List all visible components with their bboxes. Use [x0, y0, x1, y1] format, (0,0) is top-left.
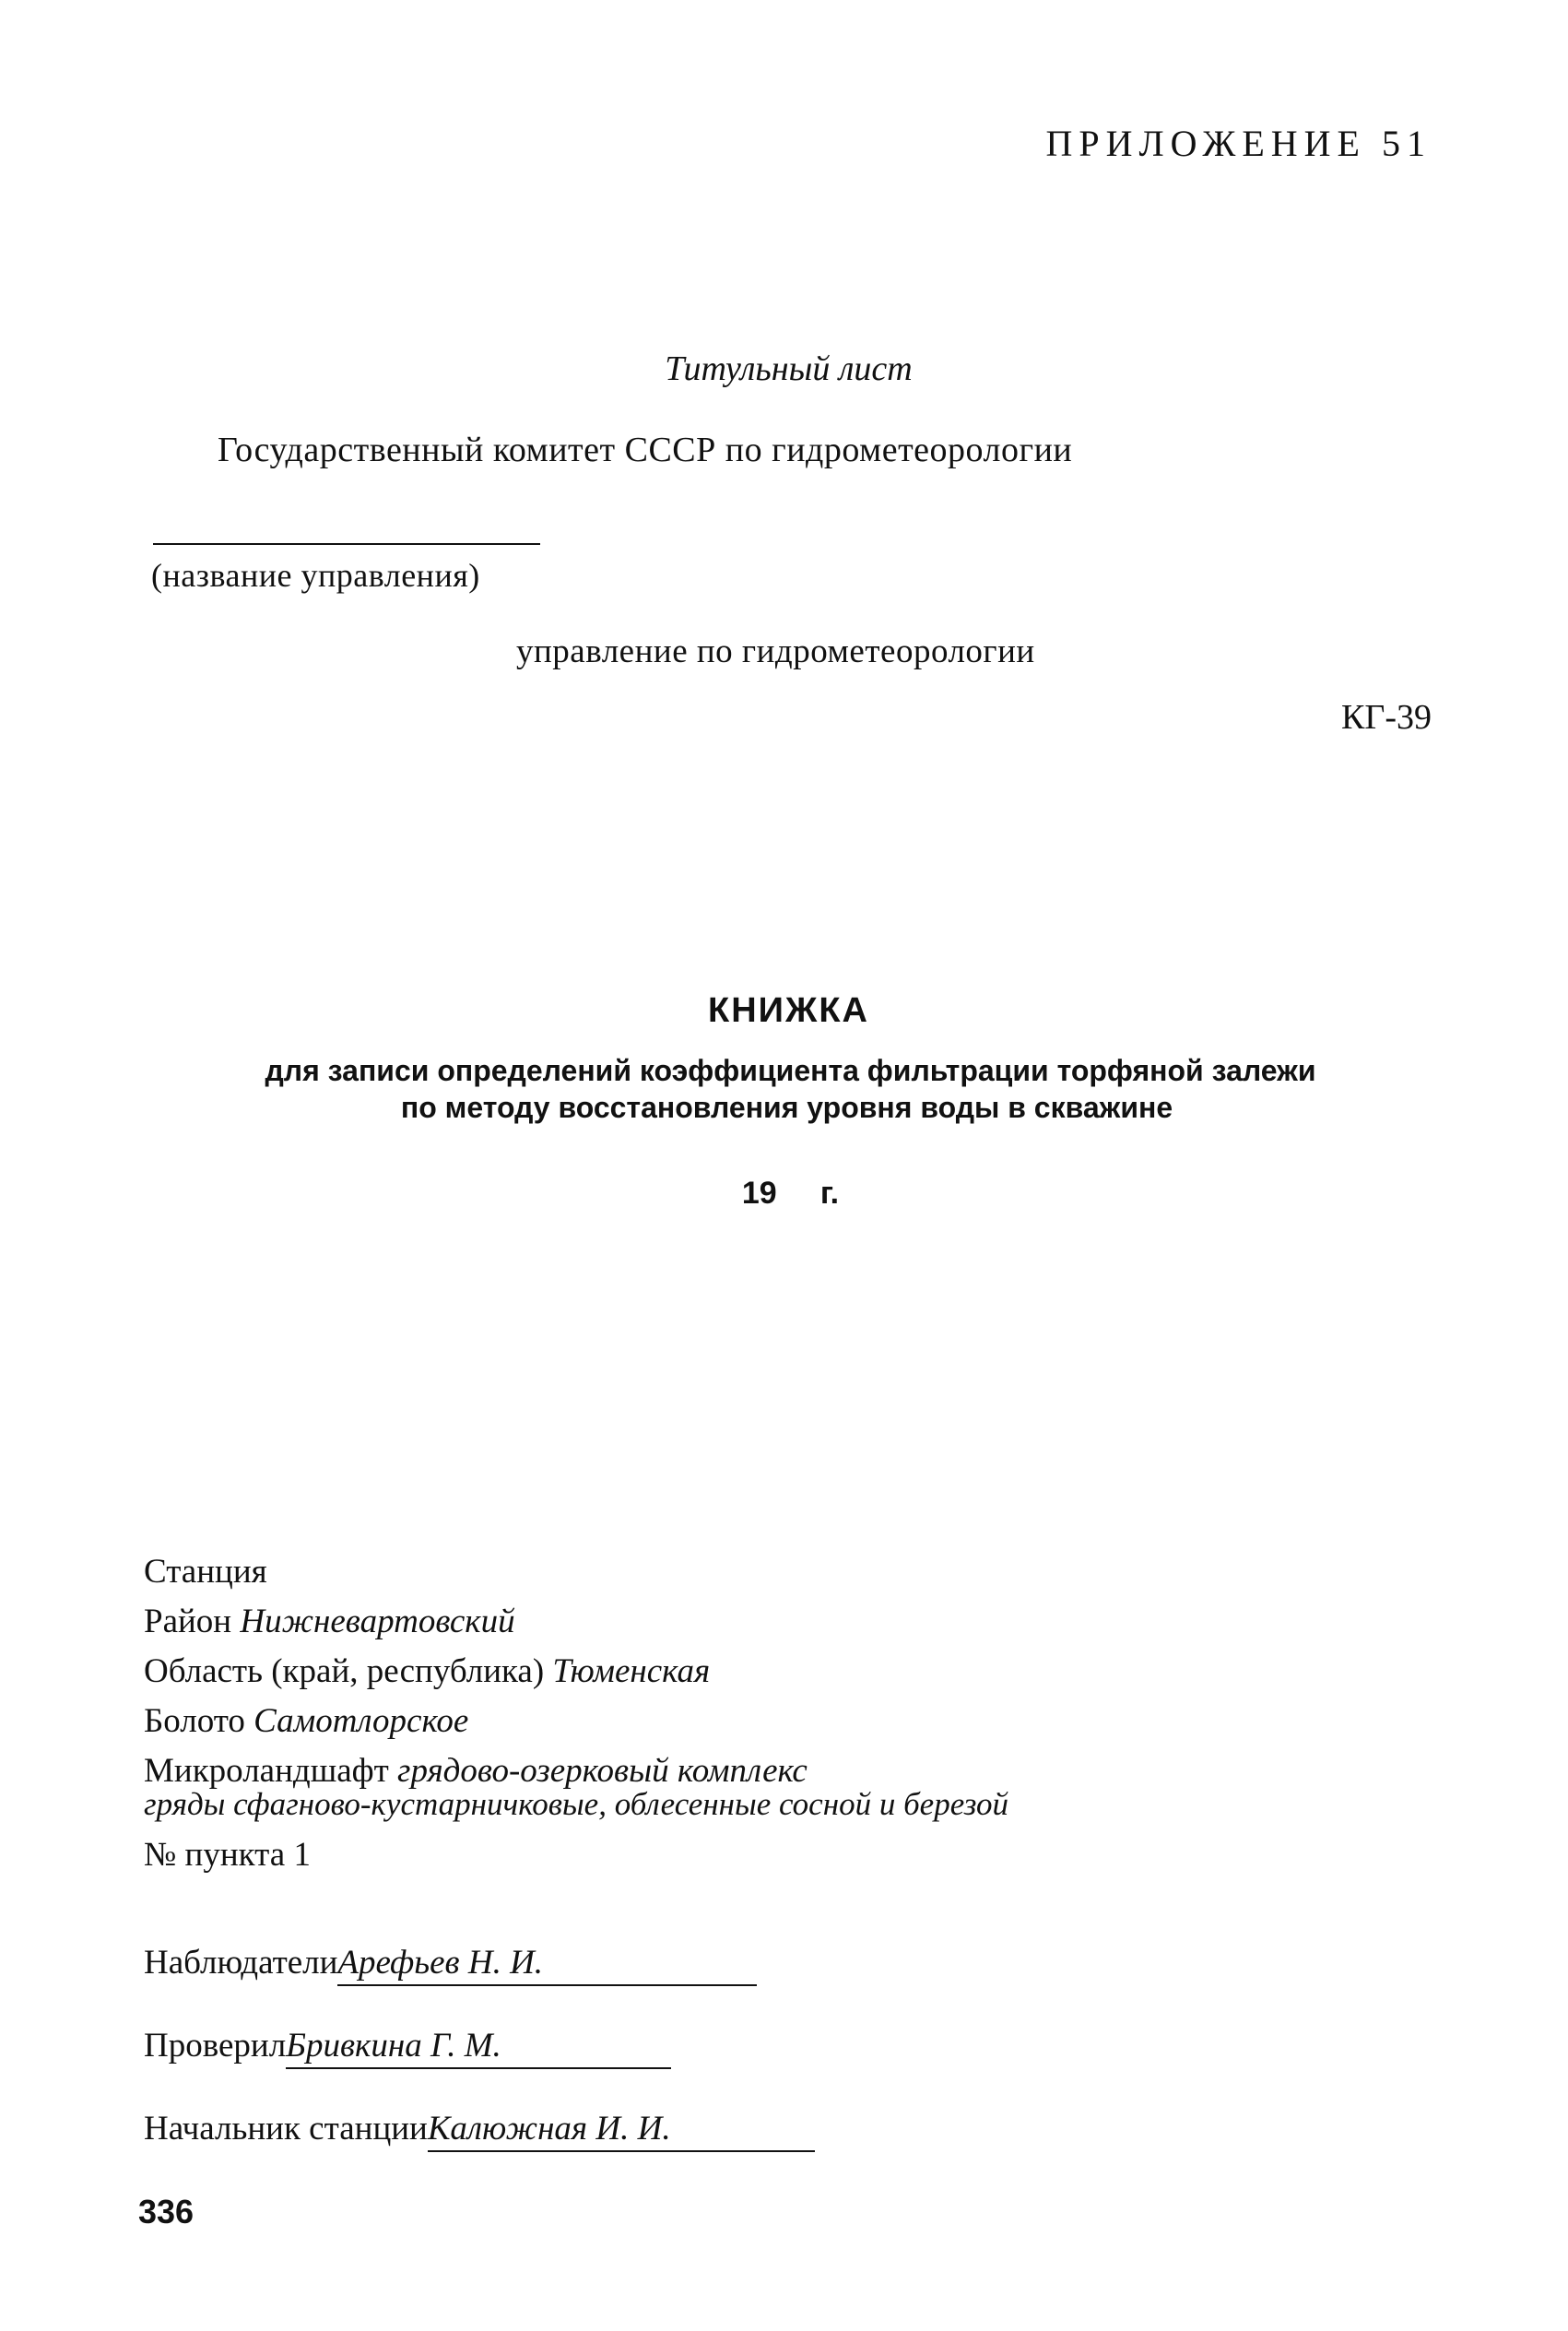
microlandscape-value: грядово-озерковый комплекс	[397, 1752, 808, 1790]
point-value: 1	[293, 1836, 311, 1874]
checked-by-signature	[144, 2026, 671, 2069]
management-name-caption: (название управления)	[151, 557, 480, 594]
bog-value: Самотлорское	[253, 1702, 469, 1740]
form-code: КГ-39	[1341, 698, 1432, 737]
observers-label: Наблюдатели	[144, 1944, 338, 1982]
year-suffix: г.	[819, 1176, 840, 1211]
point-field	[144, 1835, 311, 1875]
microlandscape-value-line-2: гряды сфагново-кустарничковые, облесенные сосной и березой	[144, 1786, 1008, 1822]
station-label: Станция	[144, 1553, 267, 1591]
management-suffix: управление по гидрометеорологии	[516, 633, 1035, 670]
district-value: Нижневартовский	[240, 1603, 515, 1640]
region-field	[144, 1651, 710, 1691]
committee-name: Государственный комитет СССР по гидрометеорологии	[218, 431, 1073, 469]
region-label: Область (край, республика)	[144, 1652, 545, 1690]
district-label: Район	[144, 1603, 232, 1640]
title-sheet-label: Титульный лист	[665, 349, 913, 388]
checked-label: Проверил	[144, 2027, 287, 2065]
microlandscape-label: Микроландшафт	[144, 1752, 389, 1790]
checked-value: Бривкина Г. М.	[286, 2026, 671, 2069]
page-number: 336	[138, 2193, 195, 2230]
station-chief-signature	[144, 2109, 815, 2152]
bog-field	[144, 1701, 468, 1741]
station-field	[144, 1552, 267, 1591]
observers-value: Арефьев Н. И.	[337, 1943, 757, 1986]
chief-value: Калюжная И. И.	[428, 2109, 815, 2152]
observers-signature	[144, 1943, 757, 1986]
point-label: № пункта	[144, 1836, 286, 1874]
region-value: Тюменская	[552, 1652, 711, 1690]
bog-label: Болото	[144, 1702, 245, 1740]
district-field	[144, 1602, 515, 1641]
appendix-heading: ПРИЛОЖЕНИЕ 51	[1045, 123, 1432, 164]
management-name-blank-line	[153, 543, 540, 545]
chief-label: Начальник станции	[144, 2110, 428, 2148]
microlandscape-field	[144, 1751, 808, 1791]
book-title: КНИЖКА	[708, 991, 869, 1030]
year-prefix: 19	[741, 1176, 777, 1211]
book-subtitle-line-1: для записи определений коэффициента фильтрации торфяной залежи	[265, 1054, 1316, 1087]
year-line	[0, 1176, 1568, 1212]
book-subtitle-line-2: по методу восстановления уровня воды в скважине	[400, 1091, 1173, 1124]
